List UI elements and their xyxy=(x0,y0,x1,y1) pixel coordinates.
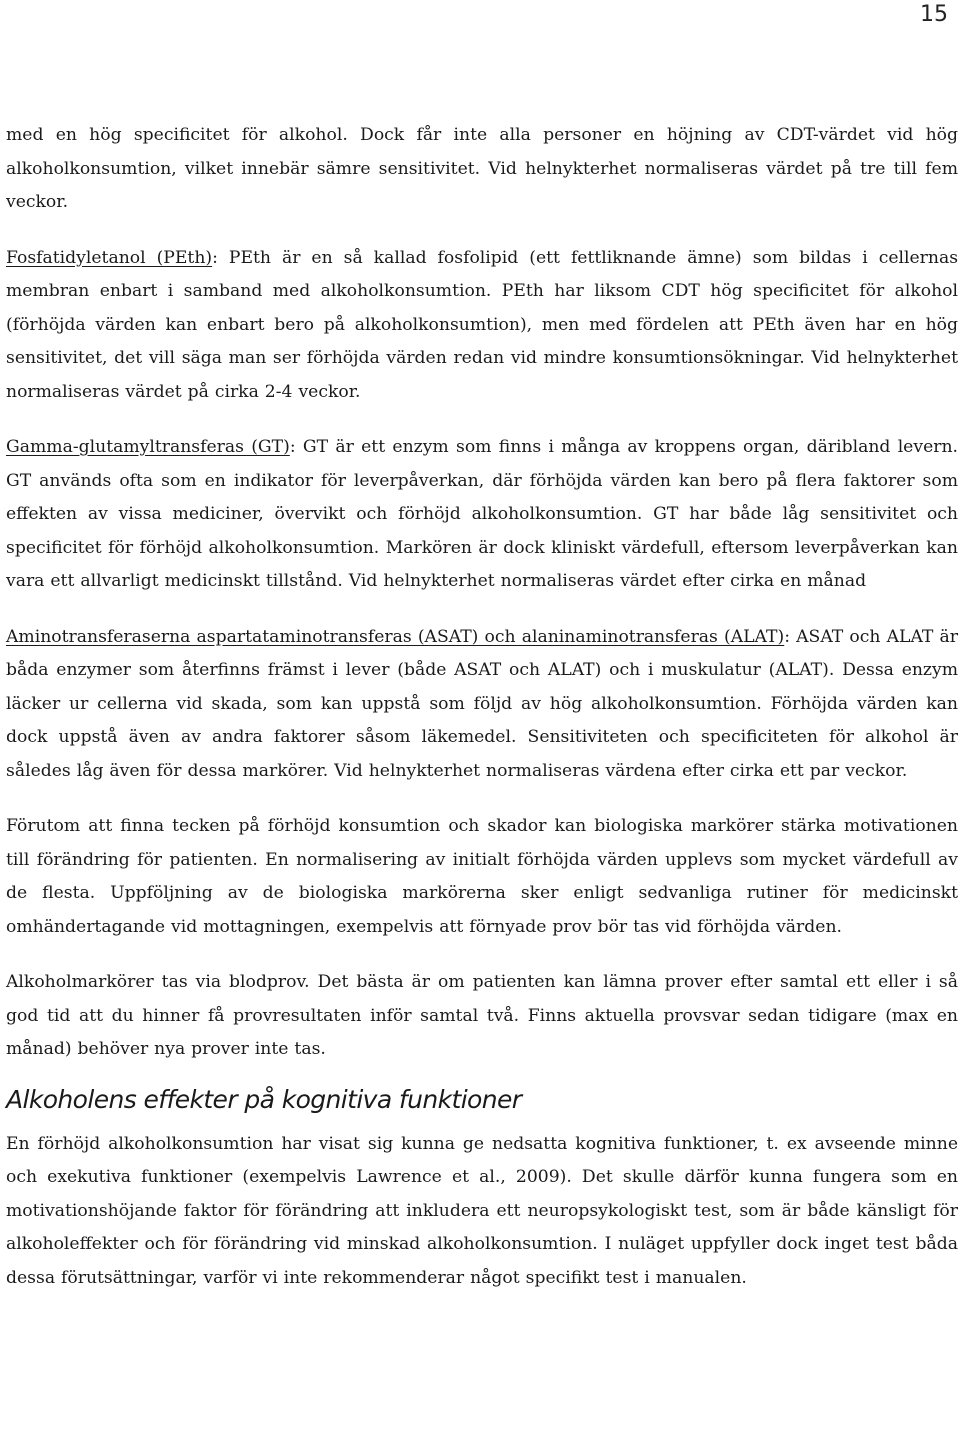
document-body xyxy=(6,119,958,1317)
paragraph-motivation: Förutom att finna tecken på förhöjd konsumtion och skador kan biologiska markörer stärka motivationen till förändring för patienten. En normalisering av initialt förhöjda värden upplevs som mycket värdefull av de flesta. Uppföljning av de biologiska markörerna sker enligt sedvanliga rutiner för medicinskt omhändertagande vid mottagningen, exempelvis att förnyade prov bör tas vid förhöjda värden. xyxy=(6,816,958,937)
page-number: 15 xyxy=(920,2,948,27)
paragraph-cognitive: En förhöjd alkoholkonsumtion har visat sig kunna ge nedsatta kognitiva funktioner, t. ex avseende minne och exekutiva funktioner (exempelvis Lawrence et al., 2009). Det skulle därför kunna fungera som en motivationshöjande faktor för förändring att inkludera ett neuropsykologiskt test, som är både känsligt för alkoholeffekter och för förändring vid minskad alkoholkonsumtion. I nuläget uppfyller dock inget test båda dessa förutsättningar, varför vi inte rekommenderar något specifikt test i manualen. xyxy=(6,1133,958,1288)
section-heading: Alkoholens effekter på kognitiva funktioner xyxy=(6,1084,522,1114)
paragraph-peth xyxy=(6,242,958,410)
paragraph-peth-text: : PEth är en så kallad fosfolipid (ett fettliknande ämne) som bildas i cellernas membran enbart i samband med alkoholkonsumtion. PEth har liksom CDT hög specificitet för alkohol (förhöjda värden kan enbart bero på alkoholkonsumtion), men med fördelen att PEth även har en hög sensitivitet, det vill säga man ser förhöjda värden redan vid mindre konsumtionsökningar. Vid helnykterhet normaliseras värdet på cirka 2-4 veckor. xyxy=(6,247,959,402)
paragraph-asat-alat-text: : ASAT och ALAT är båda enzymer som återfinns främst i lever (både ASAT och ALAT) och i muskulatur (ALAT). Dessa enzym läcker ur cellerna vid skada, som kan uppstå som följd av hög alkoholkonsumtion. Förhöjda värden kan dock uppstå även av andra faktorer såsom läkemedel. Sensitiviteten och specificiteten för alkohol är således låg även för dessa markörer. Vid helnykterhet normaliseras värdena efter cirka ett par veckor. xyxy=(6,626,958,781)
term-asat-alat: Aminotransferaserna aspartataminotransferas (ASAT) och alaninaminotransferas (ALAT) xyxy=(6,626,785,647)
paragraph-blood-samples: Alkoholmarkörer tas via blodprov. Det bästa är om patienten kan lämna prover efter samtal ett eller i så god tid att du hinner få provresultaten inför samtal två. Finns aktuella provsvar sedan tidigare (max en månad) behöver nya prover inte tas. xyxy=(6,972,958,1059)
term-gt: Gamma-glutamyltransferas (GT) xyxy=(6,437,290,457)
term-peth: Fosfatidyletanol (PEth) xyxy=(6,247,213,268)
paragraph-asat-alat xyxy=(6,621,958,789)
paragraph-cdt-continued: med en hög specificitet för alkohol. Dock får inte alla personer en höjning av CDT-värdet vid hög alkoholkonsumtion, vilket innebär sämre sensitivitet. Vid helnykterhet normaliseras värdet på tre till fem veckor. xyxy=(6,125,958,212)
paragraph-gt xyxy=(6,431,958,599)
paragraph-gt-text: : GT är ett enzym som finns i många av kroppens organ, däribland levern. GT används ofta som en indikator för leverpåverkan, där förhöjda värden kan bero på flera faktorer som effekten av vissa mediciner, övervikt och förhöjd alkoholkonsumtion. GT har både låg sensitivitet och specificitet för förhöjd alkoholkonsumtion. Markören är dock kliniskt värdefull, eftersom leverpåverkan kan vara ett allvarligt medicinskt tillstånd. Vid helnykterhet normaliseras värdet efter cirka en månad xyxy=(6,437,958,591)
